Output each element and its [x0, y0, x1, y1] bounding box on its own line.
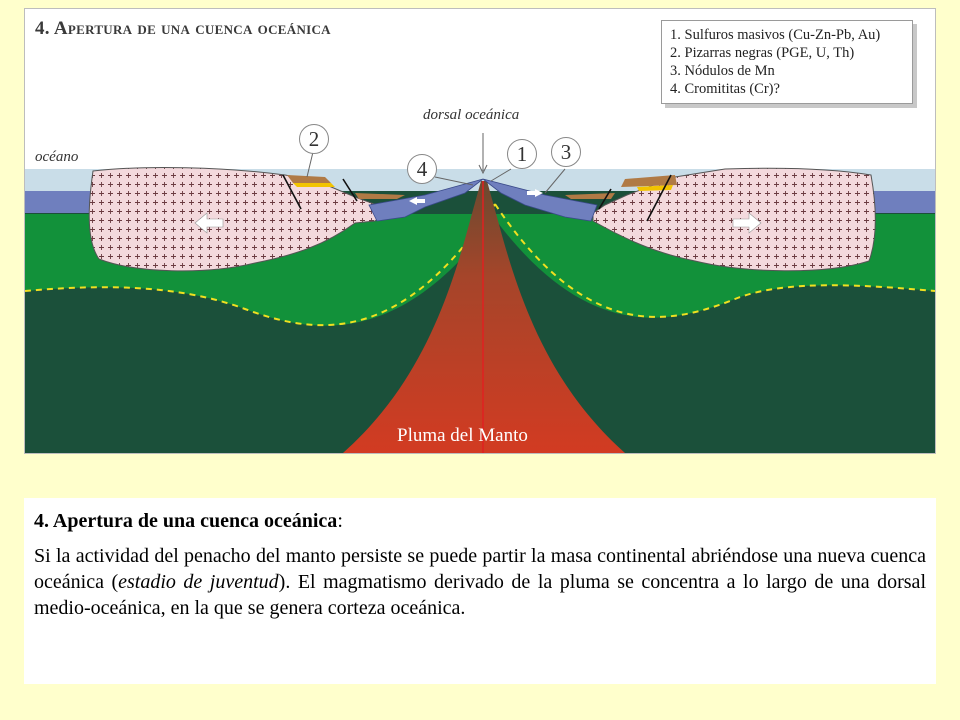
caption-heading-line	[34, 510, 926, 533]
ocean-label: océano	[35, 149, 79, 165]
legend-item: 4. Cromititas (Cr)?	[670, 81, 780, 97]
diagram-figure	[24, 8, 936, 454]
legend-box	[661, 20, 913, 104]
caption-body	[34, 543, 926, 621]
caption-box	[24, 498, 936, 684]
legend-item: 1. Sulfuros masivos (Cu-Zn-Pb, Au)	[670, 27, 881, 43]
legend-item: 2. Pizarras negras (PGE, U, Th)	[670, 45, 855, 61]
caption-body-italic: estadio de juventud	[118, 571, 279, 593]
caption-body-part-2: ). El magmatismo derivado de la pluma se concentra a lo largo de una dorsal medio-oceánica, en la que se genera corteza oceánica.	[34, 571, 926, 619]
caption-body-part-1: Si la actividad del penacho del manto persiste se puede partir la masa continental abriéndose una nueva cuenca oceánica (	[34, 545, 926, 593]
marker-1: 1	[507, 139, 537, 169]
caption-heading-colon: :	[337, 510, 343, 532]
marker-3: 3	[551, 137, 581, 167]
caption-heading: 4. Apertura de una cuenca oceánica	[34, 510, 338, 532]
marker-4: 4	[407, 154, 437, 184]
legend-item: 3. Nódulos de Mn	[670, 63, 775, 79]
sediment-yellow-left	[293, 183, 335, 187]
plume-label: Pluma del Manto	[397, 425, 528, 446]
ridge-label: dorsal oceánica	[423, 107, 520, 123]
figure-title: 4. Apertura de una cuenca oceánica	[35, 18, 331, 39]
marker-2: 2	[299, 124, 329, 154]
